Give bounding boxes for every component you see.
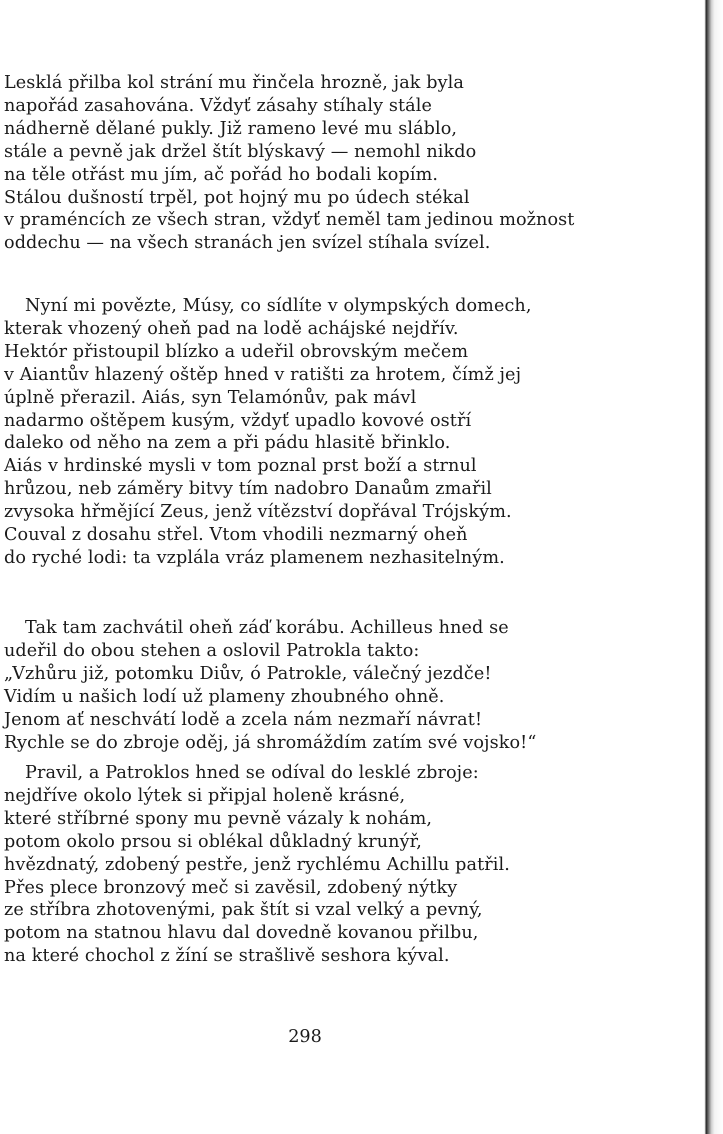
verse-line: daleko od něho na zem a při pádu hlasitě břinklo. [4,433,451,454]
verse-line: Aiás v hrdinské mysli v tom poznal prst boží a strnul [4,456,477,477]
verse-line: Couval z dosahu střel. Vtom vhodili nezmarný oheň [4,525,468,546]
verse-line: na které chochol z žíní se strašlivě seshora kýval. [4,946,450,967]
verse-line: Pravil, a Patroklos hned se odíval do lesklé zbroje: [25,763,479,783]
verse-line: nadarmo oštěpem kusým, vždyť upadlo kovové ostří [4,410,472,431]
verse-line: Tak tam zachvátil oheň záď korábu. Achilleus hned se [25,618,509,638]
book-binding-edge [702,0,723,1134]
verse-line: „Vzhůru již, potomku Diův, ó Patrokle, válečný jezdče! [4,663,492,684]
verse-line: nejdříve okolo lýtek si připjal holeně krásné, [4,785,406,806]
stanza [4,295,644,570]
verse-line: na těle otřást mu jím, ač pořád ho bodali kopím. [4,164,439,185]
verse-line: nádherně dělané pukly. Již rameno levé mu sláblo, [4,118,458,139]
verse-line: stále a pevně jak držel štít blýskavý — nemohl nikdo [4,141,477,162]
stanza [4,762,644,968]
verse-line: hvězdnatý, zdobený pestře, jenž rychlému Achillu patřil. [4,854,510,875]
verse-line: které stříbrné spony mu pevně vázaly k nohám, [4,808,433,829]
verse-line: úplně přerazil. Aiás, syn Telamónův, pak mávl [4,387,417,408]
verse-line: v Aiantův hlazený oštěp hned v ratišti za hrotem, čímž jej [4,364,522,385]
verse-line: zvysoka hřmějící Zeus, jenž vítězství dopřával Trójským. [4,502,512,523]
verse-line: Lesklá přilba kol strání mu řinčela hrozně, jak byla [4,73,464,93]
verse-line: Nyní mi povězte, Músy, co sídlíte v olympských domech, [25,296,532,316]
verse-line: potom na statnou hlavu dal dovedně kovanou přilbu, [4,923,479,944]
verse-line: kterak vhozený oheň pad na lodě achájské nejdřív. [4,318,459,339]
verse-line: Přes plece bronzový meč si zavěsil, zdobený nýtky [4,877,458,898]
verse-line: Stálou dušností trpěl, pot hojný mu po údech stékal [4,187,470,208]
stanza [4,72,644,255]
verse-line: Jenom ať neschvátí lodě a zcela nám nezmaří návrat! [4,709,483,730]
verse-line: Hektór přistoupil blízko a udeřil obrovským mečem [4,341,469,362]
verse-line: Rychle se do zbroje oděj, já shromáždím zatím své vojsko!“ [4,732,537,753]
verse-line: Vidím u našich lodí už plameny zhoubného ohně. [4,686,445,707]
verse-line: do ryché lodi: ta vzplála vráz plamenem nezhasitelným. [4,547,505,568]
verse-line: v praméncích ze všech stran, vždyť neměl tam jedinou možnost [4,210,575,231]
verse-line: udeřil do obou stehen a oslovil Patrokla takto: [4,640,420,661]
verse-line: potom okolo prsou si oblékal důkladný krunýř, [4,831,422,852]
verse-line: hrůzou, neb záměry bitvy tím nadobro Danaům zmařil [4,479,492,500]
verse-line: oddechu — na všech stranách jen svízel stíhala svízel. [4,233,491,254]
verse-line: napořád zasahována. Vždyť zásahy stíhaly stále [4,95,432,116]
stanza [4,617,644,754]
page-number: 298 [288,1027,322,1047]
verse-line: ze stříbra zhotovenými, pak štít si vzal velký a pevný, [4,900,483,921]
